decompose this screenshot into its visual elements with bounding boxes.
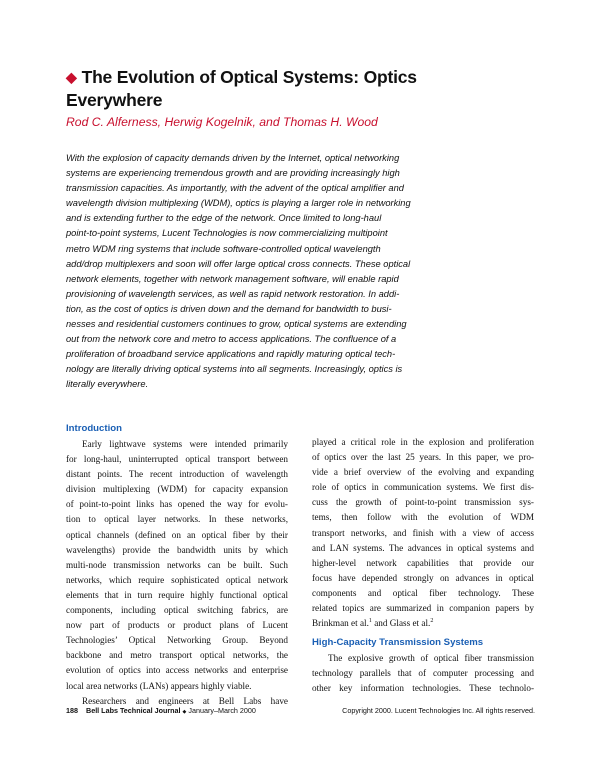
paragraph-line: focus have depended strongly on advances in optical [312, 572, 534, 583]
abstract-line: and is extending further to the edge of the network. Once limited to long-haul [66, 213, 382, 224]
abstract-line: nesses and residential customers continues to grow, optical systems are extending [66, 319, 407, 330]
title-line-1: The Evolution of Optical Systems: Optics [81, 67, 417, 87]
paragraph-line: Technologies’ Optical Networking Group. Beyond [66, 635, 288, 646]
paragraph-line: wavelengths) provide the bandwidth units by which [66, 544, 288, 555]
paragraph-line: higher-level network capabilities that provide our [312, 557, 534, 568]
paragraph-line: of point-to-point links has opened the way for evolu- [66, 499, 288, 510]
paragraph-line: now part of products or product plans of Lucent [66, 620, 288, 631]
paragraph-line: other key information technologies. These technolo- [312, 683, 534, 694]
abstract-line: provisioning of wavelength services, as well as rapid network restoration. In addi- [66, 288, 400, 299]
paragraph-line: cuss the growth of point-to-point transmission sys- [312, 497, 534, 508]
ref-superscript-2: 2 [430, 618, 434, 625]
paragraph-line: evolution of optics into access networks and enterprise [66, 665, 288, 676]
abstract [66, 151, 448, 393]
paragraph-line: related topics are summarized in companion papers by [312, 603, 534, 614]
paragraph-line: components and optical fiber technology. These [312, 587, 534, 598]
ref-superscript-1: 1 [368, 618, 372, 625]
paragraph-line: components, including optical switching fabrics, are [66, 605, 288, 616]
paragraph-line: transport networks, and finish with a view of access [312, 527, 534, 538]
paragraph-line: networks, which require sophisticated optical network [66, 574, 288, 585]
paragraph-line: division multiplexing (WDM) for capacity expansion [66, 484, 288, 495]
paragraph-line: vide a brief overview of the evolving and expanding [312, 467, 534, 478]
column-right [312, 435, 534, 697]
paragraph-line: of optics over the last 25 years. In this paper, we pro- [312, 452, 534, 463]
issue-date: January–March 2000 [188, 706, 256, 715]
paragraph-line: backbone and metro transport optical networks, the [66, 650, 288, 661]
abstract-line: out from the network core and metro to access applications. The confluence of a [66, 334, 397, 345]
ref-text-a: Brinkman et al. [312, 618, 369, 629]
abstract-line: transmission capacities. As importantly, with the advent of the optical amplifier and [66, 183, 404, 194]
paragraph-line: tems, then follow with the evolution of WDM [312, 512, 534, 523]
abstract-line: systems are experiencing tremendous growth and are providing increasingly high [66, 168, 400, 179]
abstract-line: tion, as the cost of optics is driven down and the demand for bandwidth to busi- [66, 303, 392, 314]
abstract-line: nology are literally driving optical systems into all segments. Increasingly, optics is [66, 364, 403, 375]
paragraph-line: and LAN systems. The advances in optical systems and [312, 542, 534, 553]
paragraph-line: tion to optical layer networks. In these networks, [66, 514, 288, 525]
paragraph-line: Early lightwave systems were intended primarily [82, 439, 288, 449]
abstract-line: proliferation of broadband service applications and rapidly maturing optical tech- [66, 349, 396, 360]
paragraph-line: multi-node transmission networks can be built. Such [66, 559, 288, 570]
paragraph-line: local area networks (LANs) appears highly viable. [66, 680, 252, 691]
diamond-bullet-icon: ◆ [66, 69, 77, 85]
abstract-line: point-to-point systems, Lucent Technologies is now commercializing multipoint [66, 228, 388, 239]
paragraph-line: for long-haul, uninterrupted optical transport between [66, 454, 288, 465]
paragraph-line: distant points. The recent introduction of wavelength [66, 469, 288, 480]
author-list: Rod C. Alferness, Herwig Kogelnik, and Thomas H. Wood [66, 115, 378, 129]
abstract-line: wavelength division multiplexing (WDM), optics is playing a larger role in networking [66, 198, 411, 209]
abstract-line: metro WDM ring systems that include software-controlled optical wavelength [66, 243, 381, 254]
section-heading-high-capacity: High-Capacity Transmission Systems [312, 637, 484, 649]
page-number: 188 [66, 706, 78, 715]
section-heading-introduction: Introduction [66, 423, 122, 434]
paragraph-line: played a critical role in the explosion and proliferation [312, 437, 534, 447]
abstract-line: add/drop multiplexers and soon will offer large optical cross connects. These optical [66, 258, 411, 269]
paragraph-line: elements that in turn require highly functional optical [66, 589, 288, 600]
journal-name: Bell Labs Technical Journal [86, 706, 181, 715]
paragraph-line: The explosive growth of optical fiber transmission [328, 653, 534, 664]
ref-text-b: and Glass et al. [371, 618, 431, 629]
paragraph-line: technology parallels that of computer processing and [312, 668, 534, 679]
abstract-line: network elements, together with network management software, will enable rapid [66, 273, 399, 284]
abstract-line: With the explosion of capacity demands driven by the Internet, optical networking [66, 153, 400, 163]
paragraph-line: role of optics in communication systems. We first dis- [312, 482, 534, 493]
column-left [66, 421, 288, 709]
footer-diamond-icon: ◆ [182, 709, 187, 715]
reference-line [312, 616, 534, 631]
paragraph-line: Researchers and engineers at Bell Labs have [82, 695, 288, 706]
footer-left [66, 706, 256, 715]
article-title [66, 66, 536, 111]
abstract-line: literally everywhere. [66, 379, 149, 390]
title-line-2: Everywhere [66, 90, 163, 110]
copyright-notice: Copyright 2000. Lucent Technologies Inc. All rights reserved. [342, 706, 535, 715]
paragraph-line: optical channels (defined on an optical fiber by their [66, 529, 288, 540]
